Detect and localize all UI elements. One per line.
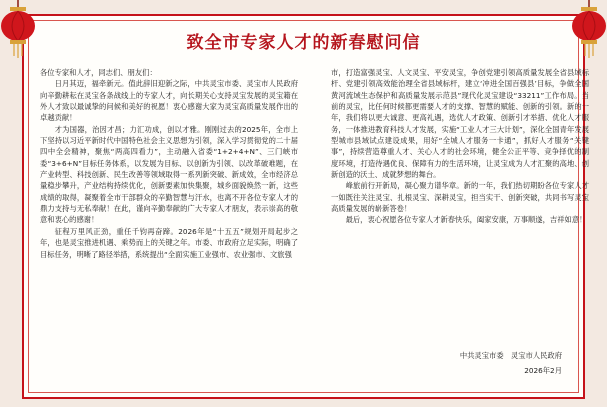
paragraph: 征程万里风正劲，重任千钧再奋蹄。2026年是“十五五”规划开局起步之年，也是灵宝推进机遇、乘势而上的关键之年。市委、市政府立足实际，明确了目标任务，明晰了路径举措，系统提出“全面实施工业强市、农业强市、文旅强 (40, 226, 298, 259)
signature-orgs: 中共灵宝市委 灵宝市人民政府 (459, 351, 562, 360)
paragraph: 最后，衷心祝愿各位专家人才新春快乐，阖家安康，万事顺遂，吉祥如意！ (345, 215, 587, 225)
signature-date: 2026年2月 (524, 366, 562, 375)
paragraph: 才为国器，治因才昌；力汇功成，创以才雅。刚刚过去的2025年，全市上下坚持以习近平新时代中国特色社会主义思想为引领，深入学习贯彻党的二十届四中全会精神，聚焦“两高四看力”，主动融入省委“1+2+4+N”、三门峡市委“3+6+N”目标任务体系，以发展为目标、以创新为引领、以改革破难题，在产业转型、科技创新、民生改善等领域取得一系列新突破、新成效，全市经济总量稳步攀升，产业结构持续优化，创新要素加快集聚，城乡面貌焕然一新，这些成绩的取得，凝聚着全市干部群众的辛勤智慧与汗水，也离不开各位专家人才的鼎力支持与无私奉献！在此，谨向辛勤奉献的广大专家人才朋友，表示崇高的敬意和衷心的感谢！ (40, 124, 298, 225)
paragraph: 市，打造富强灵宝、人文灵宝、平安灵宝，争创党建引领高质量发展全省县域标杆、党建引领高效能治理全省县域标杆，建立‘冲进全国百强县’目标，争做全国黄河流域生态保护和高质量发展示范县”现代化灵宝建设“33211”工作布局。当前的灵宝，比任何时候都更需要人才的支撑、智慧的赋能、创新的引领。新的一年，我们将以更大诚意、更高礼遇，选优人才政策、创新引才举措、优化人才服务，一体推进教育科技人才发展，实施“工业人才三大计划”，深化全国青年发展型城市县域试点建设成果，用好“全城人才服务一卡通”，抓好人才服务“关键事”，持续营造尊重人才、关心人才的社会环境，健全公正平等、竞争择优的制度环境，打造待遇优良、保障有力的生活环境，让灵宝成为人才汇聚的高地、创新创造的沃土、成就梦想的舞台。 (331, 68, 589, 180)
right-column (331, 67, 589, 226)
letter-title: 致全市专家人才的新春慰问信 (186, 33, 421, 53)
signature-block (342, 348, 562, 378)
left-column (40, 67, 298, 260)
greeting: 各位专家和人才，同志们、朋友们： (40, 68, 157, 77)
paragraph: 峰旅前行开新局，凝心聚力谱华章。新的一年，我们热切期盼各位专家人才一如既往关注灵宝、扎根灵宝、深耕灵宝，担当实干、创新突破，共同书写灵宝高质量发展的崭新答卷！ (331, 181, 589, 214)
paragraph: 日月其迈，福牵新元。值此辞旧迎新之际，中共灵宝市委、灵宝市人民政府向辛勤耕耘在灵宝各条战线上的专家人才，向长期关心支持灵宝发展的灵宝籍在外人才致以最诚挚的问候和美好的祝愿！衷心感谢大家为灵宝高质量发展作出的卓越贡献！ (40, 79, 298, 123)
